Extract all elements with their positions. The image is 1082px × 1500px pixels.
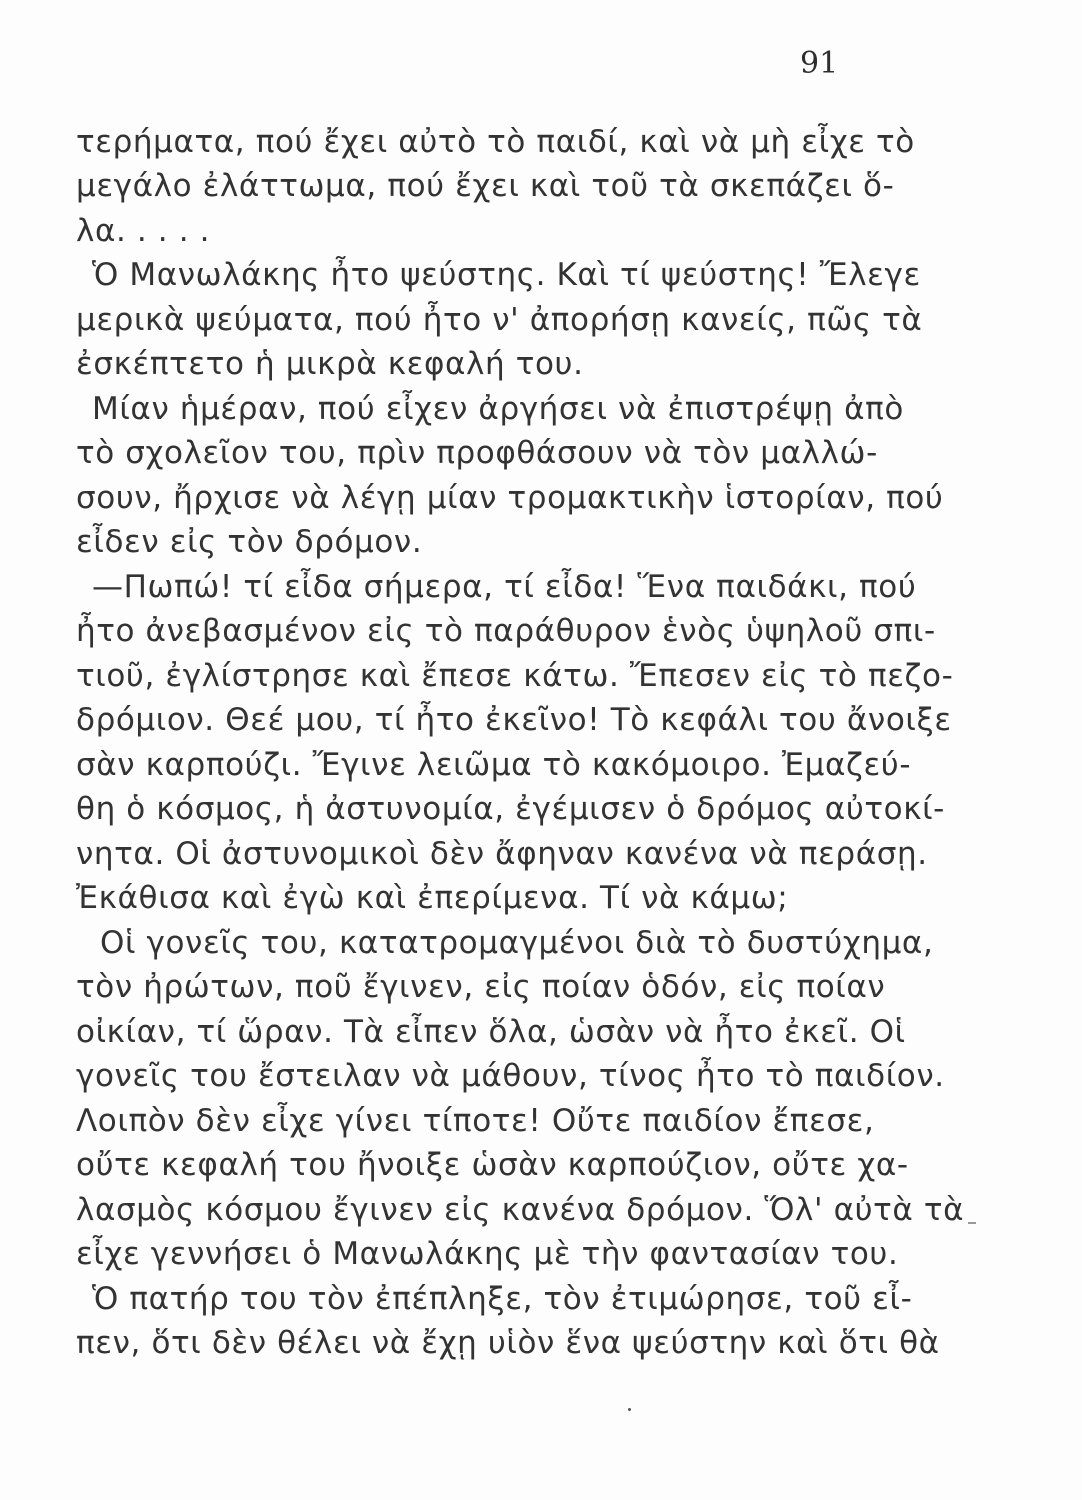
text-line: —Πωπώ! τί εἶδα σήμερα, τί εἶδα! Ἕνα παιδάκι, πού: [92, 569, 917, 605]
text-line: Λοιπὸν δὲν εἶχε γίνει τίποτε! Οὔτε παιδίον ἔπεσε,: [76, 1103, 875, 1139]
text-line: Ὁ πατήρ του τὸν ἐπέπληξε, τὸν ἐτιμώρησε, τοῦ εἶ-: [92, 1281, 913, 1317]
margin-mark: [968, 1222, 976, 1224]
text-line: ἐσκέπτετο ἡ μικρὰ κεφαλή του.: [76, 346, 584, 382]
text-line: νητα. Οἱ ἀστυνομικοὶ δὲν ἄφηναν κανένα νὰ περάσῃ.: [76, 836, 928, 872]
text-line: μερικὰ ψεύματα, πού ἦτο ν' ἀπορήσῃ κανείς, πῶς τὰ: [76, 302, 923, 338]
text-line: οὔτε κεφαλή του ἤνοιξε ὡσὰν καρπούζιον, οὔτε χα-: [76, 1147, 909, 1183]
text-line: τὸ σχολεῖον του, πρὶν προφθάσουν νὰ τὸν μαλλώ-: [76, 435, 878, 471]
text-line: δρόμιον. Θεέ μου, τί ἦτο ἐκεῖνο! Τὸ κεφάλι του ἄνοιξε: [76, 702, 952, 738]
text-line: εἶδεν εἰς τὸν δρόμον.: [76, 524, 423, 560]
text-line: Μίαν ἡμέραν, πού εἶχεν ἀργήσει νὰ ἐπιστρέψῃ ἀπὸ: [92, 391, 904, 427]
text-line: πεν, ὅτι δὲν θέλει νὰ ἔχῃ υἱὸν ἕνα ψεύστην καὶ ὅτι θὰ: [76, 1325, 940, 1361]
text-line: σουν, ἤρχισε νὰ λέγῃ μίαν τρομακτικὴν ἱστορίαν, πού: [76, 480, 944, 516]
text-line: Οἱ γονεῖς του, κατατρομαγμένοι διὰ τὸ δυστύχημα,: [100, 925, 934, 961]
page-number: 91: [800, 46, 839, 81]
text-line: οἰκίαν, τί ὥραν. Τὰ εἶπεν ὅλα, ὡσὰν νὰ ἦτο ἐκεῖ. Οἱ: [76, 1014, 906, 1050]
text-line: Ὁ Μανωλάκης ἦτο ψεύστης. Καὶ τί ψεύστης! Ἔλεγε: [92, 257, 921, 293]
text-line: λασμὸς κόσμου ἔγινεν εἰς κανένα δρόμον. Ὅλ' αὐτὰ τὰ: [76, 1192, 965, 1228]
text-line: σὰν καρπούζι. Ἔγινε λειῶμα τὸ κακόμοιρο. Ἐμαζεύ-: [76, 747, 912, 783]
text-line: τιοῦ, ἐγλίστρησε καὶ ἔπεσε κάτω. Ἔπεσεν εἰς τὸ πεζο-: [76, 658, 954, 694]
text-line: γονεῖς του ἔστειλαν νὰ μάθουν, τίνος ἦτο τὸ παιδίον.: [76, 1058, 945, 1094]
speck-mark: [628, 1408, 631, 1411]
text-line: θη ὁ κόσμος, ἡ ἀστυνομία, ἐγέμισεν ὁ δρόμος αὐτοκί-: [76, 791, 945, 827]
text-line: Ἐκάθισα καὶ ἐγὼ καὶ ἐπερίμενα. Τί νὰ κάμω;: [76, 880, 789, 916]
text-line: εἶχε γεννήσει ὁ Μανωλάκης μὲ τὴν φαντασίαν του.: [76, 1236, 899, 1272]
text-line: μεγάλο ἐλάττωμα, πού ἔχει καὶ τοῦ τὰ σκεπάζει ὅ-: [76, 168, 895, 204]
text-line: τερήματα, πού ἔχει αὐτὸ τὸ παιδί, καὶ νὰ μὴ εἶχε τὸ: [76, 124, 915, 160]
text-line: ἦτο ἀνεβασμένον εἰς τὸ παράθυρον ἑνὸς ὑψηλοῦ σπι-: [76, 613, 936, 649]
text-line: τὸν ἠρώτων, ποῦ ἔγινεν, εἰς ποίαν ὁδόν, εἰς ποίαν: [76, 969, 886, 1005]
text-line: λα. . . . .: [76, 213, 211, 249]
